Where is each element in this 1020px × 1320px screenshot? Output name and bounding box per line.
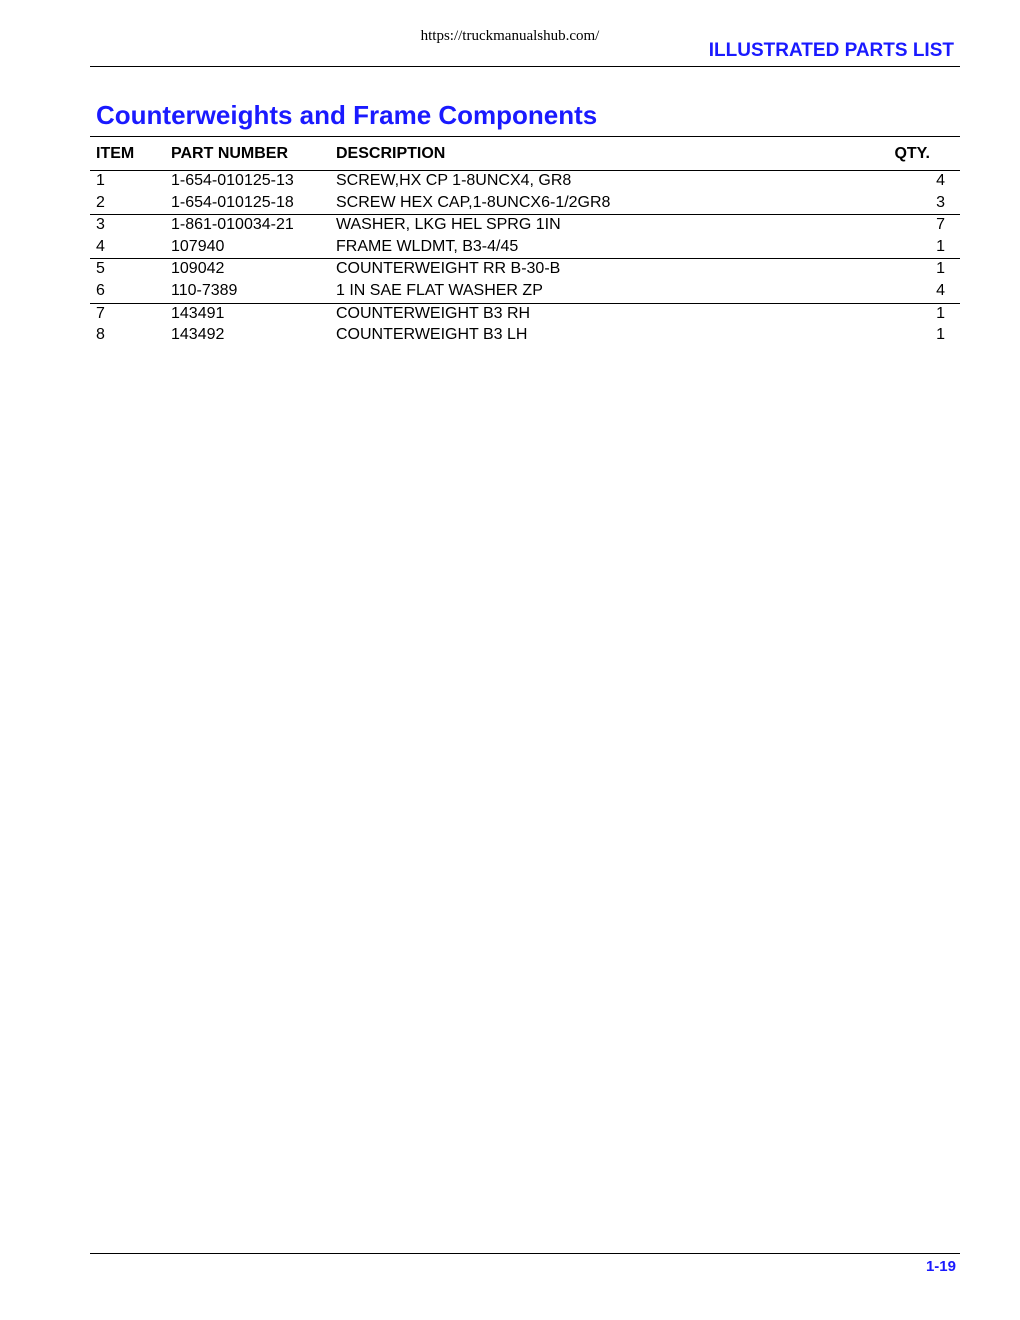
part-quantity: 3 bbox=[936, 193, 945, 211]
part-description: FRAME WLDMT, B3-4/45 bbox=[336, 237, 519, 255]
table-row bbox=[90, 281, 960, 303]
part-number: 1-654-010125-18 bbox=[171, 193, 294, 211]
section-title: Counterweights and Frame Components bbox=[96, 100, 598, 130]
table-row bbox=[90, 258, 960, 281]
item-number: 4 bbox=[96, 237, 105, 255]
part-description: COUNTERWEIGHT RR B-30-B bbox=[336, 260, 561, 278]
part-description: COUNTERWEIGHT B3 RH bbox=[336, 304, 531, 322]
part-number: 109042 bbox=[171, 260, 225, 278]
parts-table bbox=[90, 136, 960, 347]
part-quantity: 1 bbox=[936, 326, 945, 344]
table-header-row bbox=[90, 137, 960, 171]
part-number: 1-654-010125-13 bbox=[171, 172, 294, 189]
part-description: SCREW HEX CAP,1-8UNCX6-1/2GR8 bbox=[336, 193, 611, 211]
part-quantity: 1 bbox=[936, 304, 945, 322]
item-number: 3 bbox=[96, 216, 105, 234]
table-row bbox=[90, 303, 960, 326]
item-number: 5 bbox=[96, 260, 105, 278]
page-number: 1-19 bbox=[925, 1258, 956, 1275]
part-description: WASHER, LKG HEL SPRG 1IN bbox=[336, 216, 561, 234]
table-row bbox=[90, 171, 960, 193]
document-header-title: ILLUSTRATED PARTS LIST bbox=[708, 40, 954, 61]
column-header-part-number: PART NUMBER bbox=[171, 145, 289, 162]
header-divider bbox=[90, 66, 960, 67]
part-number: 143491 bbox=[171, 304, 225, 322]
part-quantity: 1 bbox=[936, 237, 945, 255]
column-header-qty: QTY. bbox=[894, 145, 930, 162]
part-quantity: 1 bbox=[936, 260, 945, 278]
part-number: 1-861-010034-21 bbox=[171, 216, 294, 234]
item-number: 7 bbox=[96, 304, 105, 322]
part-description: 1 IN SAE FLAT WASHER ZP bbox=[336, 281, 543, 299]
item-number: 2 bbox=[96, 193, 105, 211]
table-row bbox=[90, 214, 960, 237]
part-quantity: 4 bbox=[936, 172, 945, 189]
column-header-description: DESCRIPTION bbox=[336, 145, 446, 162]
table-row bbox=[90, 193, 960, 215]
part-number: 143492 bbox=[171, 326, 225, 344]
part-number: 110-7389 bbox=[171, 281, 238, 299]
table-row bbox=[90, 237, 960, 259]
item-number: 1 bbox=[96, 172, 105, 189]
part-description: COUNTERWEIGHT B3 LH bbox=[336, 326, 528, 344]
column-header-item: ITEM bbox=[96, 145, 135, 162]
part-quantity: 4 bbox=[936, 281, 945, 299]
item-number: 6 bbox=[96, 281, 105, 299]
item-number: 8 bbox=[96, 326, 105, 344]
part-number: 107940 bbox=[171, 237, 225, 255]
source-url: https://truckmanualshub.com/ bbox=[420, 28, 600, 44]
table-row bbox=[90, 325, 960, 347]
part-quantity: 7 bbox=[936, 216, 945, 234]
part-description: SCREW,HX CP 1-8UNCX4, GR8 bbox=[336, 172, 572, 189]
footer-divider bbox=[90, 1253, 960, 1254]
